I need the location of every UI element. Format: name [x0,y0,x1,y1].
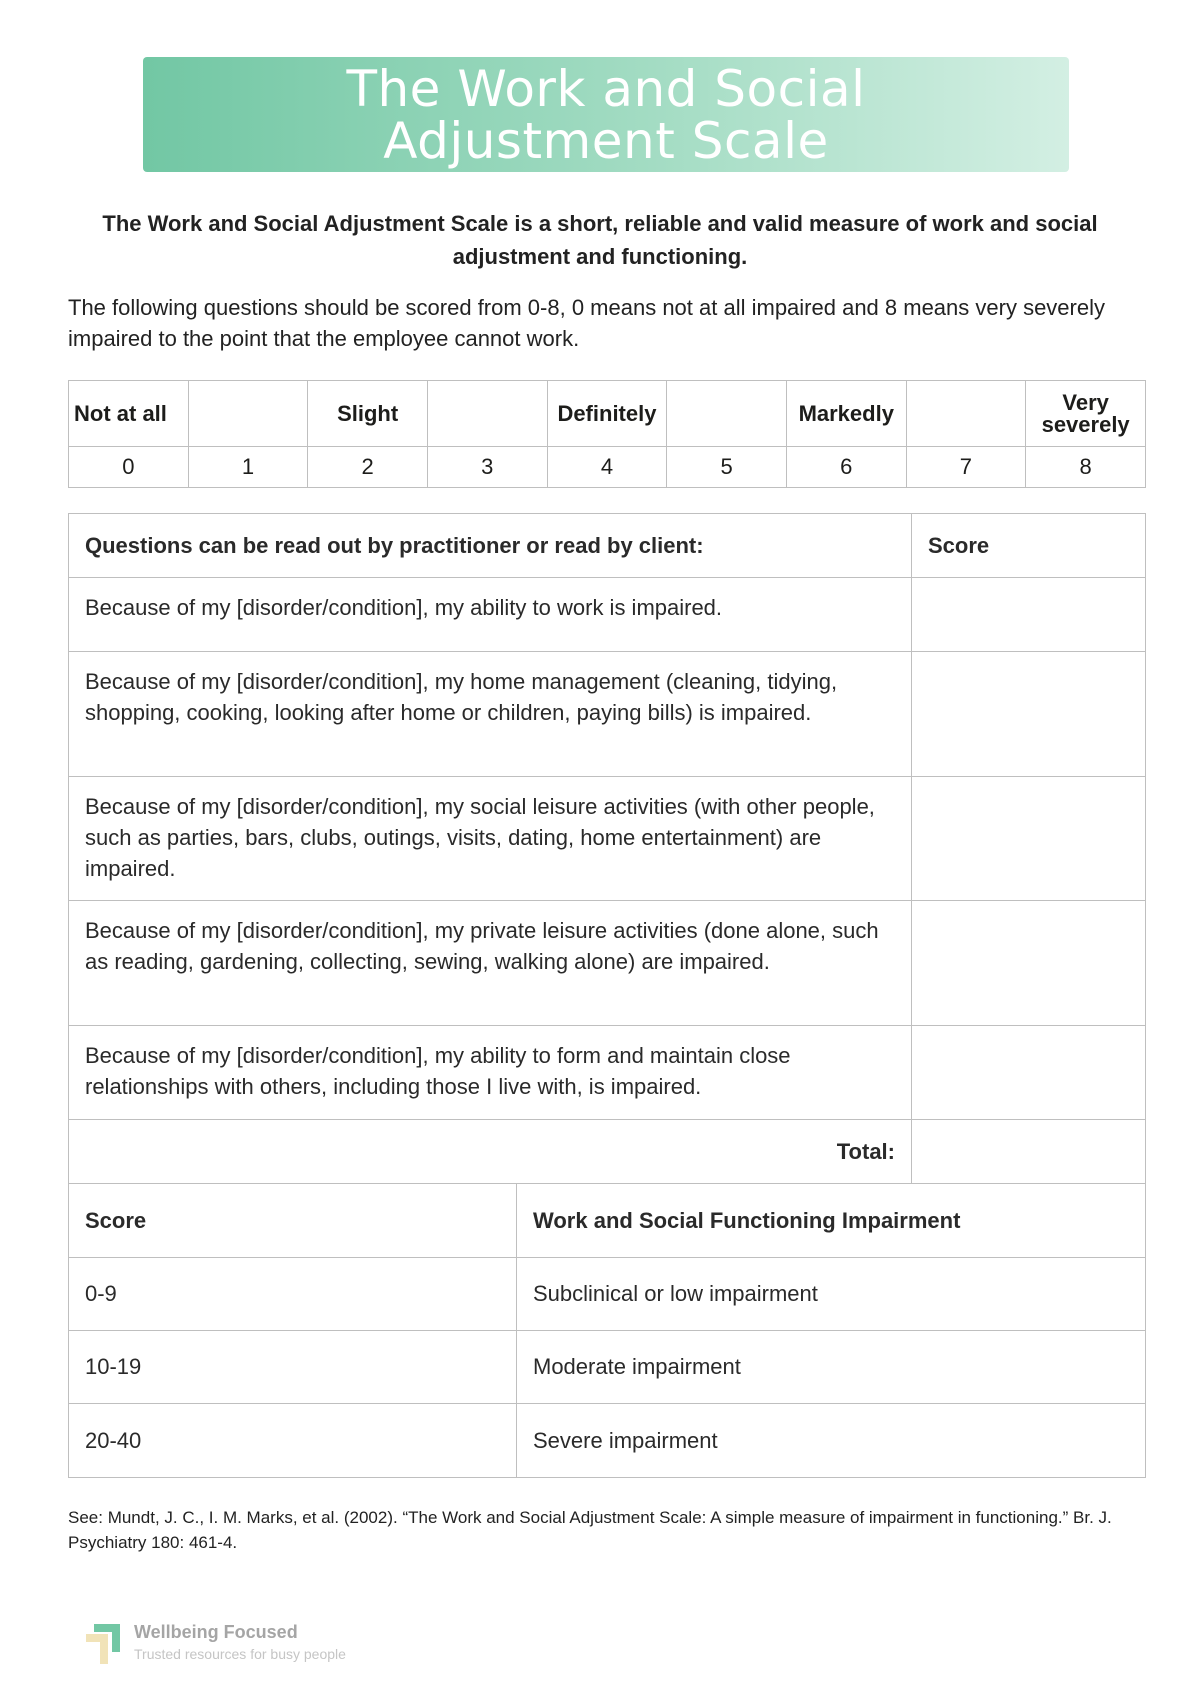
scale-label: Slight [308,381,428,447]
scale-number: 0 [69,447,189,488]
bands-impairment-header: Work and Social Functioning Impairment [517,1184,1146,1258]
question-text: Because of my [disorder/condition], my ability to form and maintain close relationships with others, including those I live with, is impaired. [69,1026,912,1120]
scale-label: Very severely [1026,381,1146,447]
total-label: Total: [69,1120,912,1184]
band-level: Moderate impairment [517,1331,1146,1404]
scale-number: 2 [308,447,428,488]
scale-label: Not at all [69,381,189,447]
question-text: Because of my [disorder/condition], my social leisure activities (with other people, such as parties, bars, clubs, outings, visits, dating, home entertainment) are impaired. [69,777,912,901]
scale-number: 8 [1026,447,1146,488]
question-text: Because of my [disorder/condition], my home management (cleaning, tidying, shopping, cooking, looking after home or children, paying bills) is impaired. [69,652,912,777]
band-range: 10-19 [69,1331,517,1404]
leaf-corner-logo-icon [80,1620,126,1666]
page-title-line-2: Adjustment Scale [383,111,829,170]
scale-number: 6 [786,447,906,488]
brand-tagline: Trusted resources for busy people [134,1646,346,1662]
scale-label [667,381,787,447]
scale-label-row [69,381,1146,447]
band-range: 20-40 [69,1404,517,1478]
score-header: Score [912,514,1146,578]
scale-label [906,381,1026,447]
instructions-text: The following questions should be scored from 0-8, 0 means not at all impaired and 8 means very severely impaired to the point that the employee cannot work. [68,295,1105,351]
score-cell[interactable] [912,652,1146,777]
band-row [69,1404,1146,1478]
question-text: Because of my [disorder/condition], my private leisure activities (done alone, such as reading, gardening, collecting, sewing, walking alone) are impaired. [69,901,912,1026]
rating-scale-table [68,380,1146,488]
footer-brand [80,1620,440,1670]
question-row [69,901,1146,1026]
reference-citation: See: Mundt, J. C., I. M. Marks, et al. (2002). “The Work and Social Adjustment Scale: A simple measure of impairment in functioning.” Br. J. Psychiatry 180: 461-4. [68,1508,1112,1552]
scale-number: 5 [667,447,787,488]
band-level: Severe impairment [517,1404,1146,1478]
intro-text: The Work and Social Adjustment Scale is a short, reliable and valid measure of work and social adjustment and functioning. [102,211,1098,269]
scale-number: 3 [427,447,547,488]
bands-score-header: Score [69,1184,517,1258]
question-row [69,652,1146,777]
questions-header: Questions can be read out by practitioner or read by client: [69,514,912,578]
total-score-cell[interactable] [912,1120,1146,1184]
score-cell[interactable] [912,578,1146,652]
scale-label: Definitely [547,381,667,447]
total-row [69,1120,1146,1184]
scale-number: 1 [188,447,308,488]
band-row [69,1331,1146,1404]
scale-label: Markedly [786,381,906,447]
score-cell[interactable] [912,777,1146,901]
questions-header-row [69,514,1146,578]
title-banner [143,57,1069,172]
band-row [69,1258,1146,1331]
band-level: Subclinical or low impairment [517,1258,1146,1331]
band-range: 0-9 [69,1258,517,1331]
score-bands-table [68,1183,1146,1478]
brand-name: Wellbeing Focused [134,1622,298,1642]
question-row [69,578,1146,652]
question-row [69,777,1146,901]
scale-label [427,381,547,447]
question-text: Because of my [disorder/condition], my ability to work is impaired. [69,578,912,652]
score-cell[interactable] [912,901,1146,1026]
questions-table [68,513,1146,1184]
page-title-line-1: The Work and Social [346,59,866,118]
scale-number: 7 [906,447,1026,488]
scale-number-row [69,447,1146,488]
scale-label [188,381,308,447]
bands-header-row [69,1184,1146,1258]
score-cell[interactable] [912,1026,1146,1120]
question-row [69,1026,1146,1120]
scale-number: 4 [547,447,667,488]
